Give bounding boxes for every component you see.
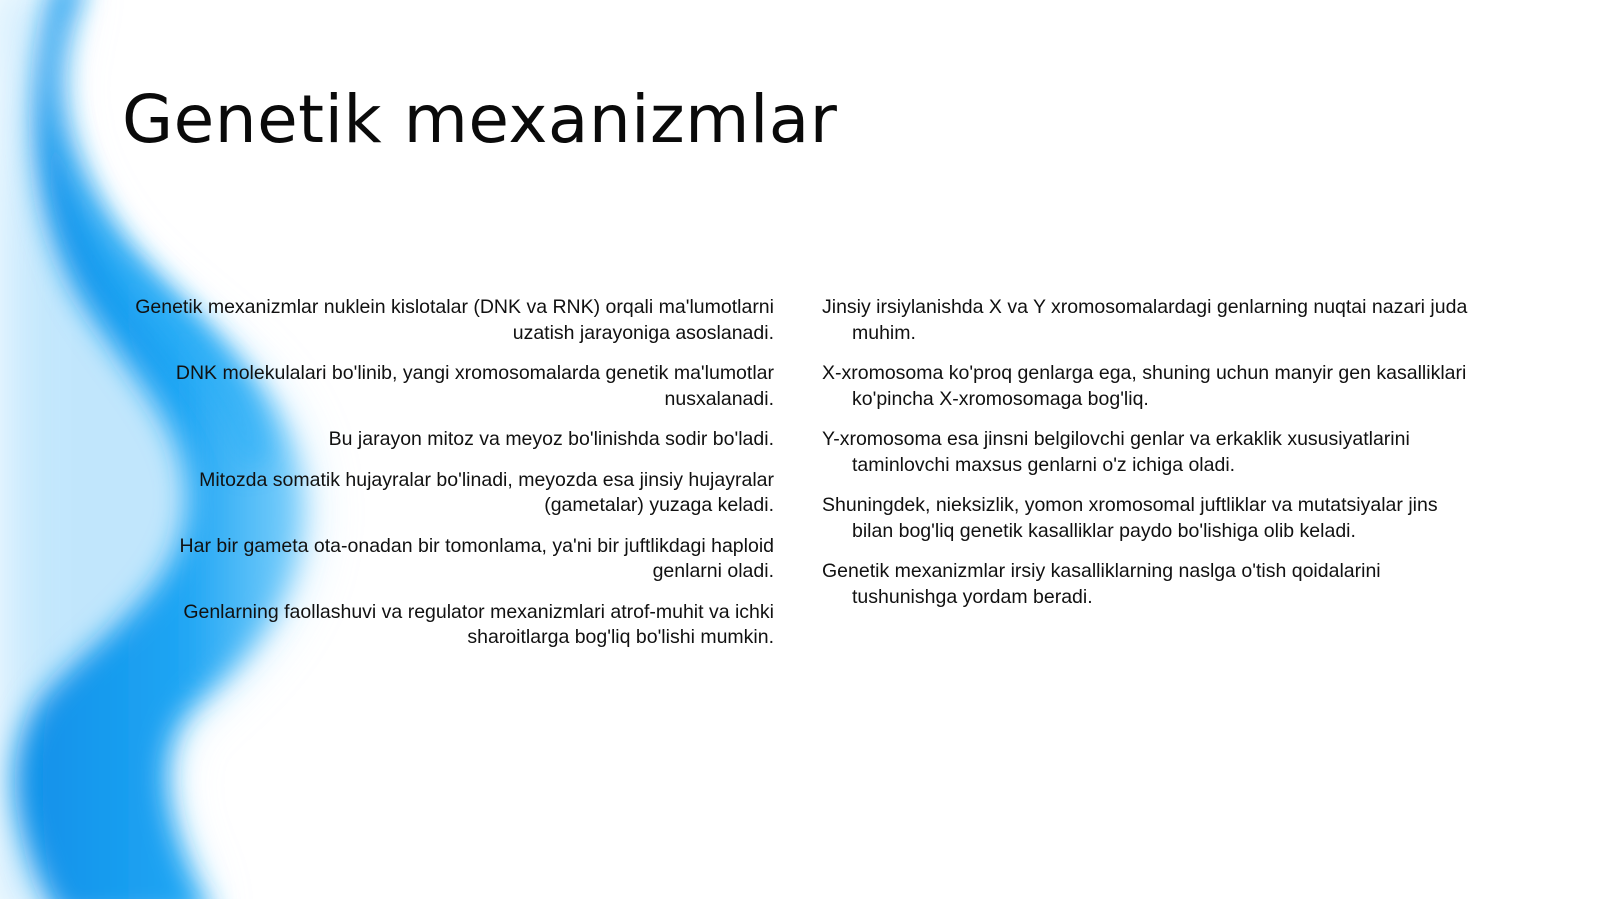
left-paragraph: Har bir gameta ota-onadan bir tomonlama, ya'ni bir juftlikdagi haploid genlarni oladi. [179, 534, 774, 582]
right-paragraph: Genetik mexanizmlar irsiy kasalliklarning naslga o'tish qoidalarini tushunishga yordam beradi. [822, 560, 1381, 608]
left-paragraph: Genetik mexanizmlar nuklein kislotalar (DNK va RNK) orqali ma'lumotlarni uzatish jarayoniga asoslanadi. [135, 296, 774, 344]
left-paragraph: DNK molekulalari bo'linib, yangi xromosomalarda genetik ma'lumotlar nusxalanadi. [175, 362, 774, 410]
right-text-column [822, 295, 1482, 625]
right-paragraph: Y-xromosoma esa jinsni belgilovchi genlar va erkaklik xususiyatlarini taminlovchi maxsus genlarni o'z ichiga oladi. [822, 428, 1410, 476]
right-paragraph: Shuningdek, nieksizlik, yomon xromosomal juftliklar va mutatsiyalar jins bilan bog'liq genetik kasalliklar paydo bo'lishiga olib keladi. [822, 494, 1438, 542]
left-text-column [112, 295, 774, 666]
left-paragraph: Bu jarayon mitoz va meyoz bo'linishda sodir bo'ladi. [328, 428, 774, 450]
left-paragraph: Mitozda somatik hujayralar bo'linadi, meyozda esa jinsiy hujayralar (gametalar) yuzaga keladi. [199, 468, 774, 516]
slide-title: Genetik mexanizmlar [122, 81, 838, 158]
right-paragraph: Jinsiy irsiylanishda X va Y xromosomalardagi genlarning nuqtai nazari juda muhim. [822, 296, 1468, 344]
left-paragraph: Genlarning faollashuvi va regulator mexanizmlari atrof-muhit va ichki sharoitlarga bog'liq bo'lishi mumkin. [183, 600, 774, 648]
right-paragraph: X-xromosoma ko'proq genlarga ega, shuning uchun manyir gen kasalliklari ko'pincha X-xromosomaga bog'liq. [822, 362, 1467, 410]
